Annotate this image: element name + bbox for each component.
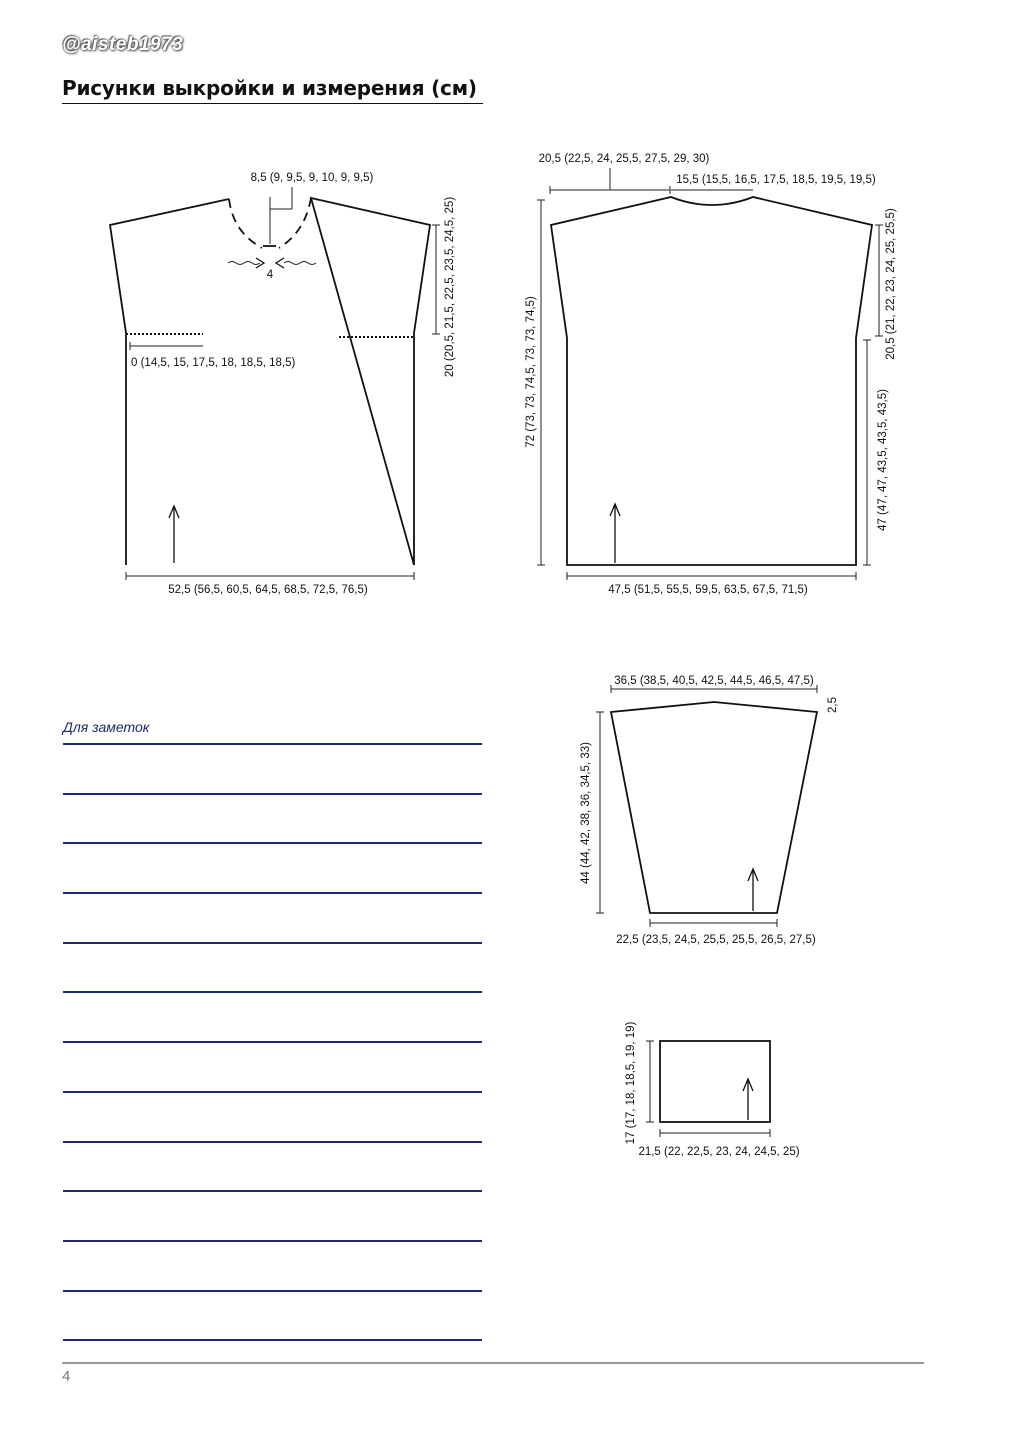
pocket-direction-arrow bbox=[743, 1079, 753, 1120]
note-line bbox=[63, 842, 482, 844]
pocket-width-label: 21,5 (22, 22,5, 23, 24, 24,5, 25) bbox=[638, 1146, 800, 1158]
sleeve-length-label: 44 (44, 42, 38, 36, 34,5, 33) bbox=[580, 742, 592, 884]
note-line bbox=[63, 991, 482, 993]
page-number: 4 bbox=[62, 1368, 71, 1385]
neck-depth-arrows bbox=[256, 258, 284, 268]
note-line bbox=[63, 1091, 482, 1093]
back-neck-label: 15,5 (15,5, 16,5, 17,5, 18,5, 19,5, 19,5) bbox=[676, 174, 876, 186]
sleeve-cap-label: 2,5 bbox=[827, 697, 839, 713]
watermark: @aisteb1973 bbox=[62, 34, 184, 55]
note-line bbox=[63, 1290, 482, 1292]
note-line bbox=[63, 942, 482, 944]
sleeve-direction-arrow bbox=[748, 869, 758, 911]
pocket-height-label: 17 (17, 18, 18,5, 19, 19) bbox=[625, 1021, 637, 1145]
note-line bbox=[63, 793, 482, 795]
back-side-label: 47 (47, 47, 43,5, 43,5, 43,5) bbox=[877, 389, 889, 531]
note-line bbox=[63, 743, 482, 745]
back-shoulder-label: 20,5 (22,5, 24, 25,5, 27,5, 29, 30) bbox=[538, 153, 710, 165]
note-line bbox=[63, 1141, 482, 1143]
notes-label: Для заметок bbox=[63, 719, 150, 735]
front-center-wave bbox=[228, 262, 316, 265]
front-schematic bbox=[110, 172, 456, 596]
note-line bbox=[63, 892, 482, 894]
pocket-outline bbox=[660, 1041, 770, 1122]
pocket-schematic bbox=[625, 1021, 800, 1158]
front-direction-arrow bbox=[169, 506, 179, 563]
page-title: Рисунки выкройки и измерения (см) bbox=[62, 76, 477, 100]
sleeve-cuff-width-label: 22,5 (23,5, 24,5, 25,5, 25,5, 26,5, 27,5) bbox=[616, 934, 816, 946]
front-neck-depth-label: 4 bbox=[266, 269, 274, 281]
front-neck-width-label: 8,5 (9, 9,5, 9, 10, 9, 9,5) bbox=[250, 172, 374, 184]
back-armhole-label: 20,5 (21, 22, 23, 24, 25, 25,5) bbox=[885, 208, 897, 360]
sleeve-schematic bbox=[580, 675, 839, 946]
note-line bbox=[63, 1339, 482, 1341]
back-direction-arrow bbox=[610, 504, 620, 563]
note-line bbox=[63, 1190, 482, 1192]
front-bottom-width-label: 52,5 (56,5, 60,5, 64,5, 68,5, 72,5, 76,5) bbox=[168, 584, 368, 596]
back-length-label: 72 (73, 73, 74,5, 73, 73, 74,5) bbox=[525, 296, 537, 448]
front-armhole-label: 20 (20,5, 21,5, 22,5, 23,5, 24,5, 25) bbox=[444, 196, 456, 378]
front-outline bbox=[110, 198, 430, 565]
footer-divider bbox=[62, 1362, 924, 1364]
note-line bbox=[63, 1041, 482, 1043]
note-line bbox=[63, 1240, 482, 1242]
back-schematic bbox=[525, 153, 897, 596]
sleeve-top-width-label: 36,5 (38,5, 40,5, 42,5, 44,5, 46,5, 47,5) bbox=[614, 675, 814, 687]
back-outline bbox=[551, 197, 872, 565]
back-bottom-width-label: 47,5 (51,5, 55,5, 59,5, 63,5, 67,5, 71,5) bbox=[608, 584, 808, 596]
sleeve-outline bbox=[611, 702, 817, 913]
front-slit-label: 0 (14,5, 15, 17,5, 18, 18,5, 18,5) bbox=[131, 357, 296, 369]
